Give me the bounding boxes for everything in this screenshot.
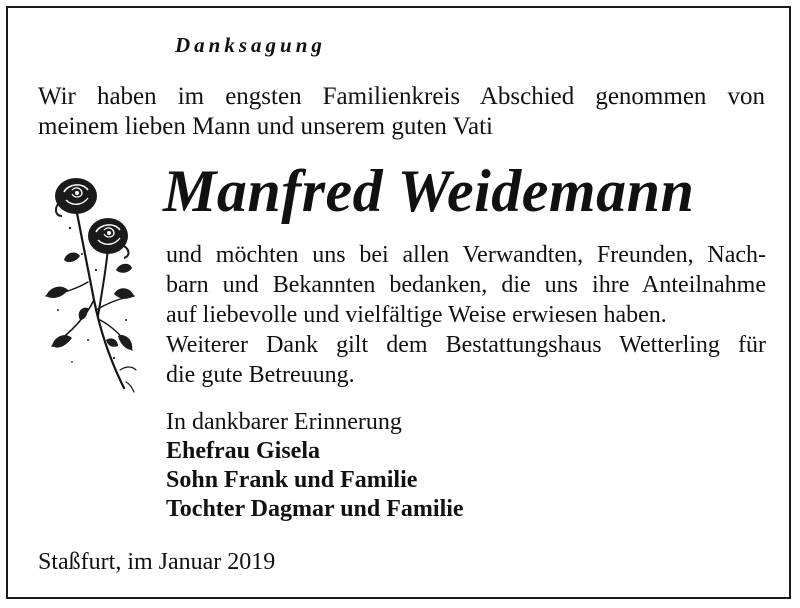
notice-heading: Danksagung [175,33,326,57]
thanks-line: auf liebevolle und vielfältige Weise erwiesen haben. [166,302,667,328]
roses-icon [36,170,148,398]
intro-line: meinem lieben Mann und unserem guten Vati [38,113,493,140]
thanks-text [166,240,766,390]
intro-text [38,82,765,142]
closing-block [166,408,464,524]
deceased-name: Manfred Weidemann [163,158,695,224]
thanks-line: Weiterer Dank gilt dem Bestattungshaus Wetterling für [166,332,766,358]
place-date: Staßfurt, im Januar 2019 [38,549,276,575]
remembrance-line: In dankbarer Erinnerung [166,409,402,435]
signer-son: Sohn Frank und Familie [166,467,418,493]
thanks-line: und möchten uns bei allen Verwandten, Freunden, Nach- [166,242,766,268]
thanks-line: die gute Betreuung. [166,362,355,388]
thanks-line: barn und Bekannten bedanken, die uns ihre Anteilnahme [166,272,766,298]
intro-line: Wir haben im engsten Familienkreis Abschied genommen von [38,83,765,110]
signer-wife: Ehefrau Gisela [166,438,320,464]
signer-daughter: Tochter Dagmar und Familie [166,496,464,522]
